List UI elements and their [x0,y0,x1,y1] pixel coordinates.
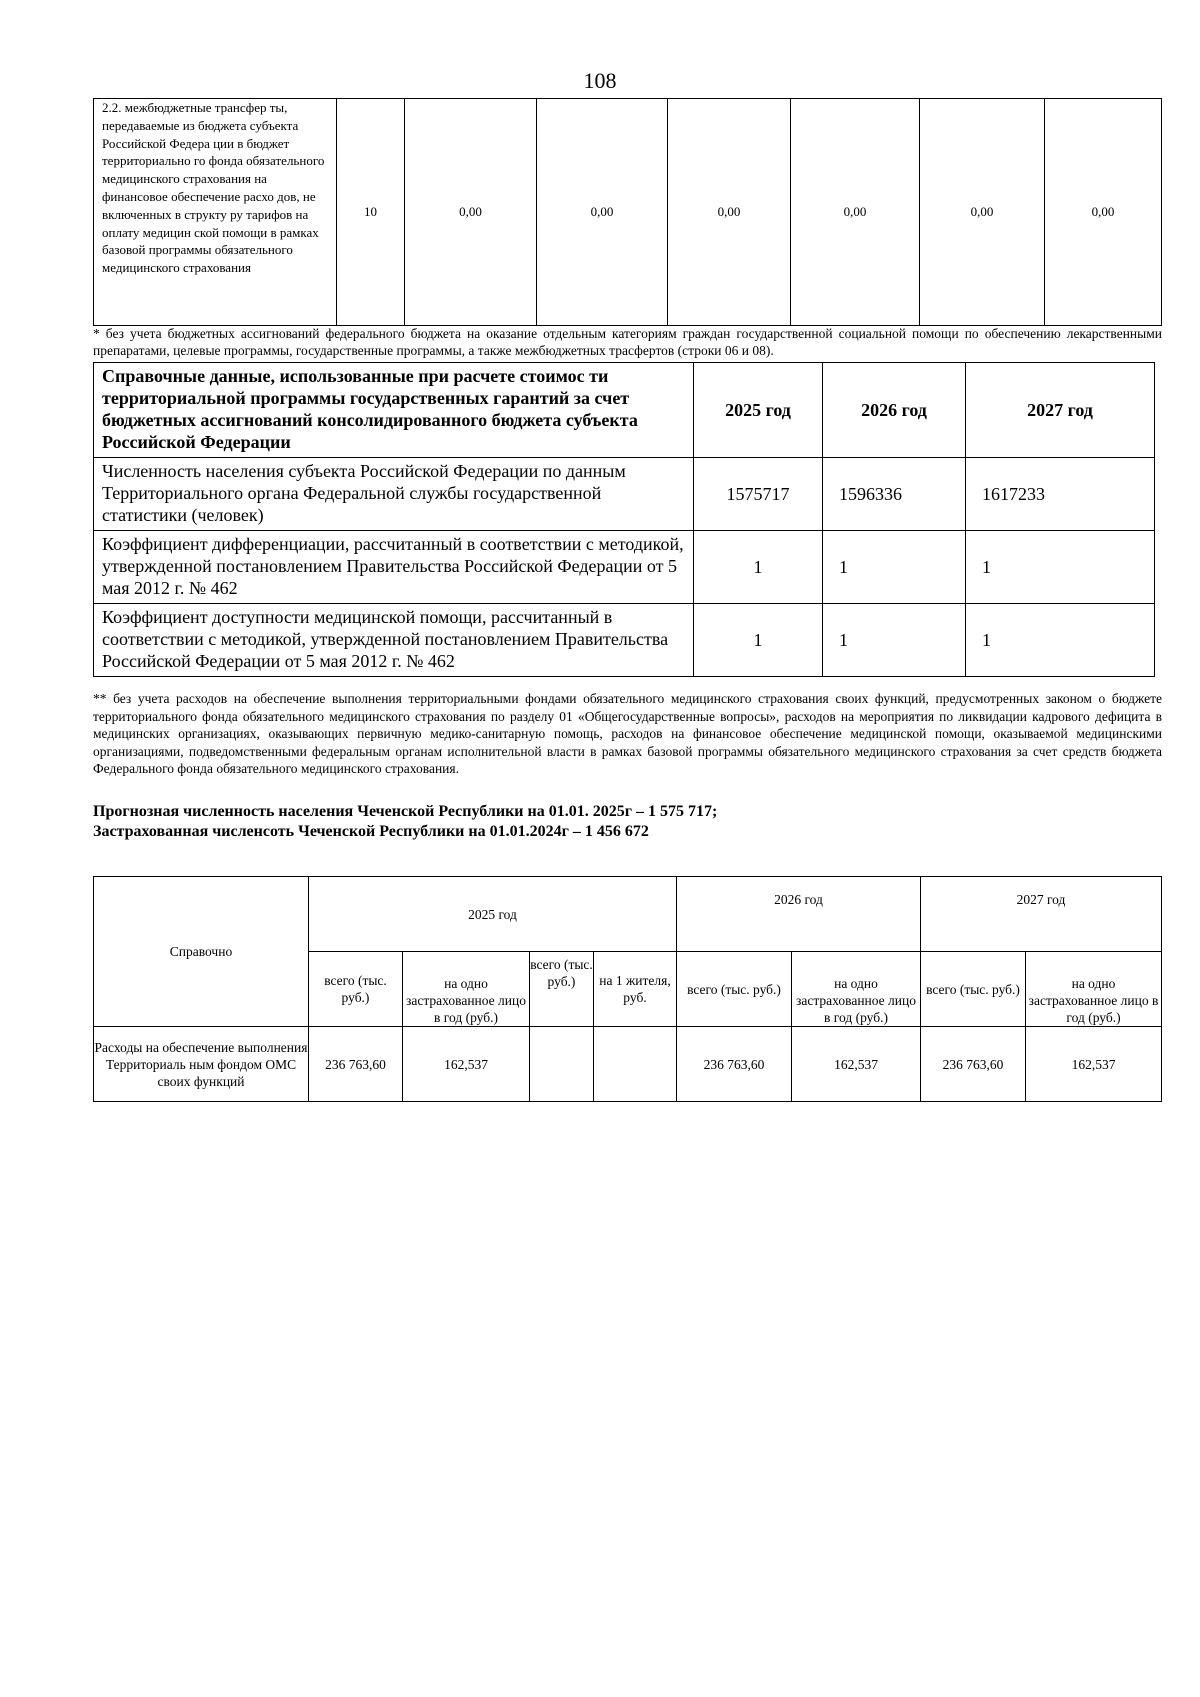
row-label: Коэффициент дифференциации, рассчитанный в соответствии с методикой, утвержденной постановлением Правительства Российской Федерации от 5 мая 2012 г. № 462 [94,531,694,604]
row-label: Численность населения субъекта Российской Федерации по данным Территориального органа Федеральной службы государственной статистики (человек) [94,458,694,531]
value-cell: 0,00 [405,99,537,326]
value-cell: 0,00 [791,99,920,326]
value-cell: 1596336 [823,458,966,531]
subheader-total: всего (тыс. руб.) [530,952,594,1027]
year-header: 2026 год [823,363,966,458]
value-cell: 1 [823,531,966,604]
value-cell [530,1027,594,1102]
row-description: 2.2. межбюджетные трансфер ты, передаваемые из бюджета субъекта Российской Федера ции в бюджет территориально го фонда обязательного медицинского страхования на финансовое обеспечение расхо дов, не включенных в структу ру тарифов на оплату медицин ской помощи в рамках базовой программы обязательного медицинского страхования [94,99,337,326]
year-header: 2025 год [694,363,823,458]
value-cell: 0,00 [920,99,1045,326]
footnote-single-star: * без учета бюджетных ассигнований федерального бюджета на оказание отдельным категориям граждан государственной социальной помощи по обеспечению лекарственными препаратами, целевые программы, государственные программы, а также межбюджетных трасфертов (строки 06 и 08). [93,326,1162,358]
value-cell: 162,537 [1026,1027,1162,1102]
table-row [94,604,1155,677]
reference-data-table [93,362,1155,677]
table-row [94,531,1155,604]
subheader-total: всего (тыс. руб.) [677,952,792,1027]
value-cell: 1 [966,604,1155,677]
population-forecast-line: Прогнозная численность населения Чеченской Республики на 01.01. 2025г – 1 575 717; [93,803,718,820]
reference-header-label: Справочные данные, использованные при расчете стоимос ти территориальной программы государственных гарантий за счет бюджетных ассигнований консолидированного бюджета субъекта Российской Федерации [94,363,694,458]
value-cell: 236 763,60 [677,1027,792,1102]
insured-population-line: Застрахованная численсоть Чеченской Республики на 01.01.2024г – 1 456 672 [93,823,649,840]
table-header-row [94,363,1155,458]
value-cell: 1 [823,604,966,677]
footnote-double-star: ** без учета расходов на обеспечение выполнения территориальными фондами обязательного медицинского страхования своих функций, предусмотренных законом о бюджете территориального фонда обязательного медицинского страхования по разделу 01 «Общегосударственные вопросы», расходов на мероприятия по ликвидации кадрового дефицита в медицинских организациях, оказывающих первичную медико-санитарную помощь, расходов на финансовое обеспечение медицинской помощи, оказываемой медицинскими организациями, подведомственными федеральным органам исполнительной власти в рамках базовой программы обязательного медицинского страхования за счет средств бюджета Федерального фонда обязательного медицинского страхования. [93,691,1162,776]
subheader-per-resident: на 1 жителя, руб. [594,952,677,1027]
subheader-per-insured: на одно застрахованное лицо в год (руб.) [792,952,921,1027]
value-cell: 1575717 [694,458,823,531]
subheader-total: всего (тыс. руб.) [309,952,403,1027]
subheader-total: всего (тыс. руб.) [921,952,1026,1027]
row-label: Коэффициент доступности медицинской помощи, рассчитанный в соответствии с методикой, утвержденной постановлением Правительства Российской Федерации от 5 мая 2012 г. № 462 [94,604,694,677]
subheader-per-insured: на одно застрахованное лицо в год (руб.) [403,952,530,1027]
value-cell: 162,537 [403,1027,530,1102]
corner-header: Справочно [94,877,309,1027]
reference-expenses-table [93,876,1162,1102]
subheader-per-insured: на одно застрахованное лицо в год (руб.) [1026,952,1162,1027]
value-cell: 1 [694,604,823,677]
value-cell: 0,00 [1045,99,1162,326]
row-label: Расходы на обеспечение выполнения Территориаль ным фондом ОМС своих функций [94,1027,309,1102]
value-cell: 236 763,60 [921,1027,1026,1102]
interbudget-transfers-table [93,98,1162,326]
value-cell [594,1027,677,1102]
value-cell: 236 763,60 [309,1027,403,1102]
value-cell: 162,537 [792,1027,921,1102]
table-header-row [94,877,1162,952]
year-header: 2025 год [309,877,677,952]
value-cell: 1 [694,531,823,604]
page-number: 108 [583,68,617,93]
table-row [94,99,1162,326]
year-header: 2026 год [677,877,921,952]
value-cell: 0,00 [537,99,668,326]
table-row [94,1027,1162,1102]
year-header: 2027 год [966,363,1155,458]
year-header: 2027 год [921,877,1162,952]
row-line-number: 10 [337,99,405,326]
value-cell: 1 [966,531,1155,604]
value-cell: 1617233 [966,458,1155,531]
table-row [94,458,1155,531]
value-cell: 0,00 [668,99,791,326]
